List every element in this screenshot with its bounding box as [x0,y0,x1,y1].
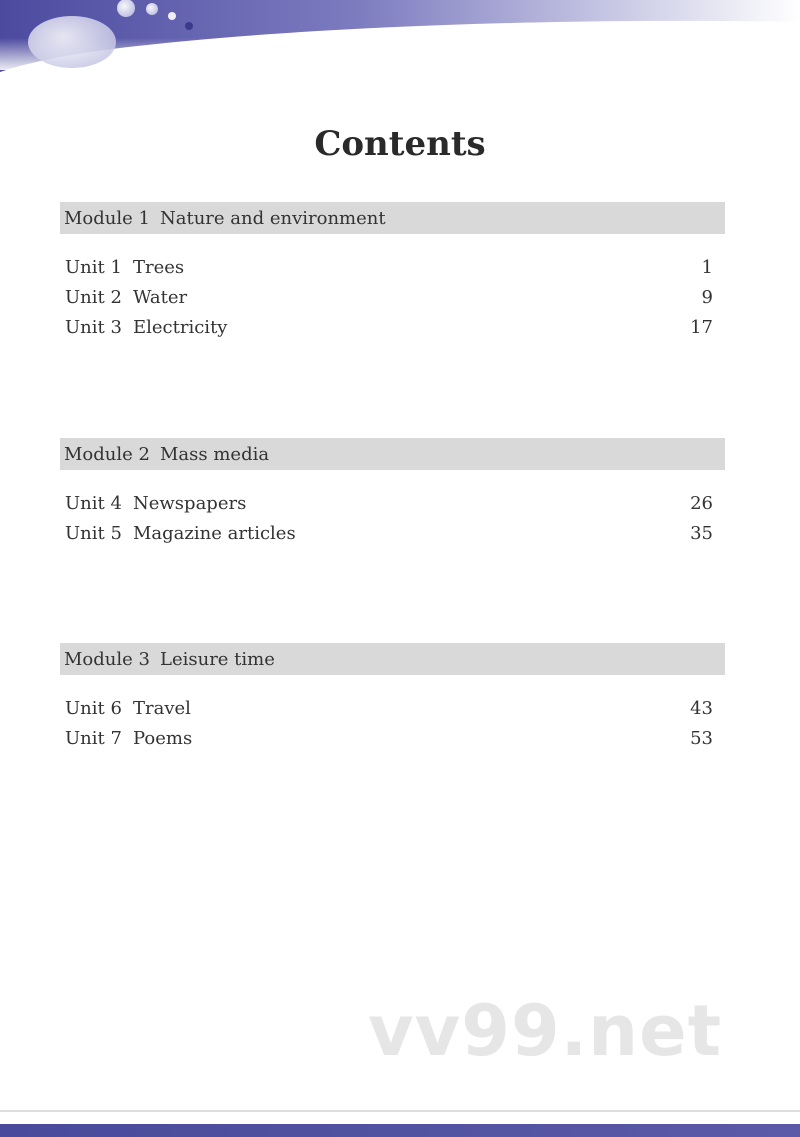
unit-title: Electricity [133,316,228,338]
page-number: 1 [701,256,713,278]
toc-entry[interactable] [60,693,725,723]
module-number: Module 2 [64,443,150,465]
unit-title: Poems [133,727,193,749]
header-decoration [0,0,800,80]
page-number: 35 [690,522,713,544]
page-number: 9 [701,286,713,308]
toc-entry[interactable] [60,488,725,518]
unit-title: Magazine articles [133,522,296,544]
unit-title: Newspapers [133,492,247,514]
module-section [60,202,725,342]
footer-band [0,1124,800,1137]
unit-title: Water [133,286,188,308]
module-section [60,643,725,753]
module-name: Leisure time [160,648,275,670]
module-section [60,438,725,548]
page-number: 43 [690,697,713,719]
unit-number: Unit 3 [65,316,122,338]
unit-number: Unit 5 [65,522,122,544]
module-name: Nature and environment [160,207,386,229]
unit-number: Unit 2 [65,286,122,308]
module-header [60,643,725,675]
module-number: Module 1 [64,207,150,229]
page-number: 17 [690,316,713,338]
module-number: Module 3 [64,648,150,670]
toc-entry[interactable] [60,282,725,312]
page-title: Contents [314,124,486,164]
unit-number: Unit 1 [65,256,122,278]
page-number: 26 [690,492,713,514]
unit-number: Unit 4 [65,492,122,514]
module-header [60,202,725,234]
unit-number: Unit 6 [65,697,122,719]
toc-entry[interactable] [60,252,725,282]
unit-title: Travel [133,697,191,719]
module-header [60,438,725,470]
toc-entry[interactable] [60,723,725,753]
module-name: Mass media [160,443,270,465]
toc-entry[interactable] [60,312,725,342]
unit-number: Unit 7 [65,727,122,749]
footer-divider [0,1110,800,1112]
page-number: 53 [690,727,713,749]
unit-title: Trees [133,256,185,278]
watermark: vv99.net [368,990,723,1072]
toc-entry[interactable] [60,518,725,548]
